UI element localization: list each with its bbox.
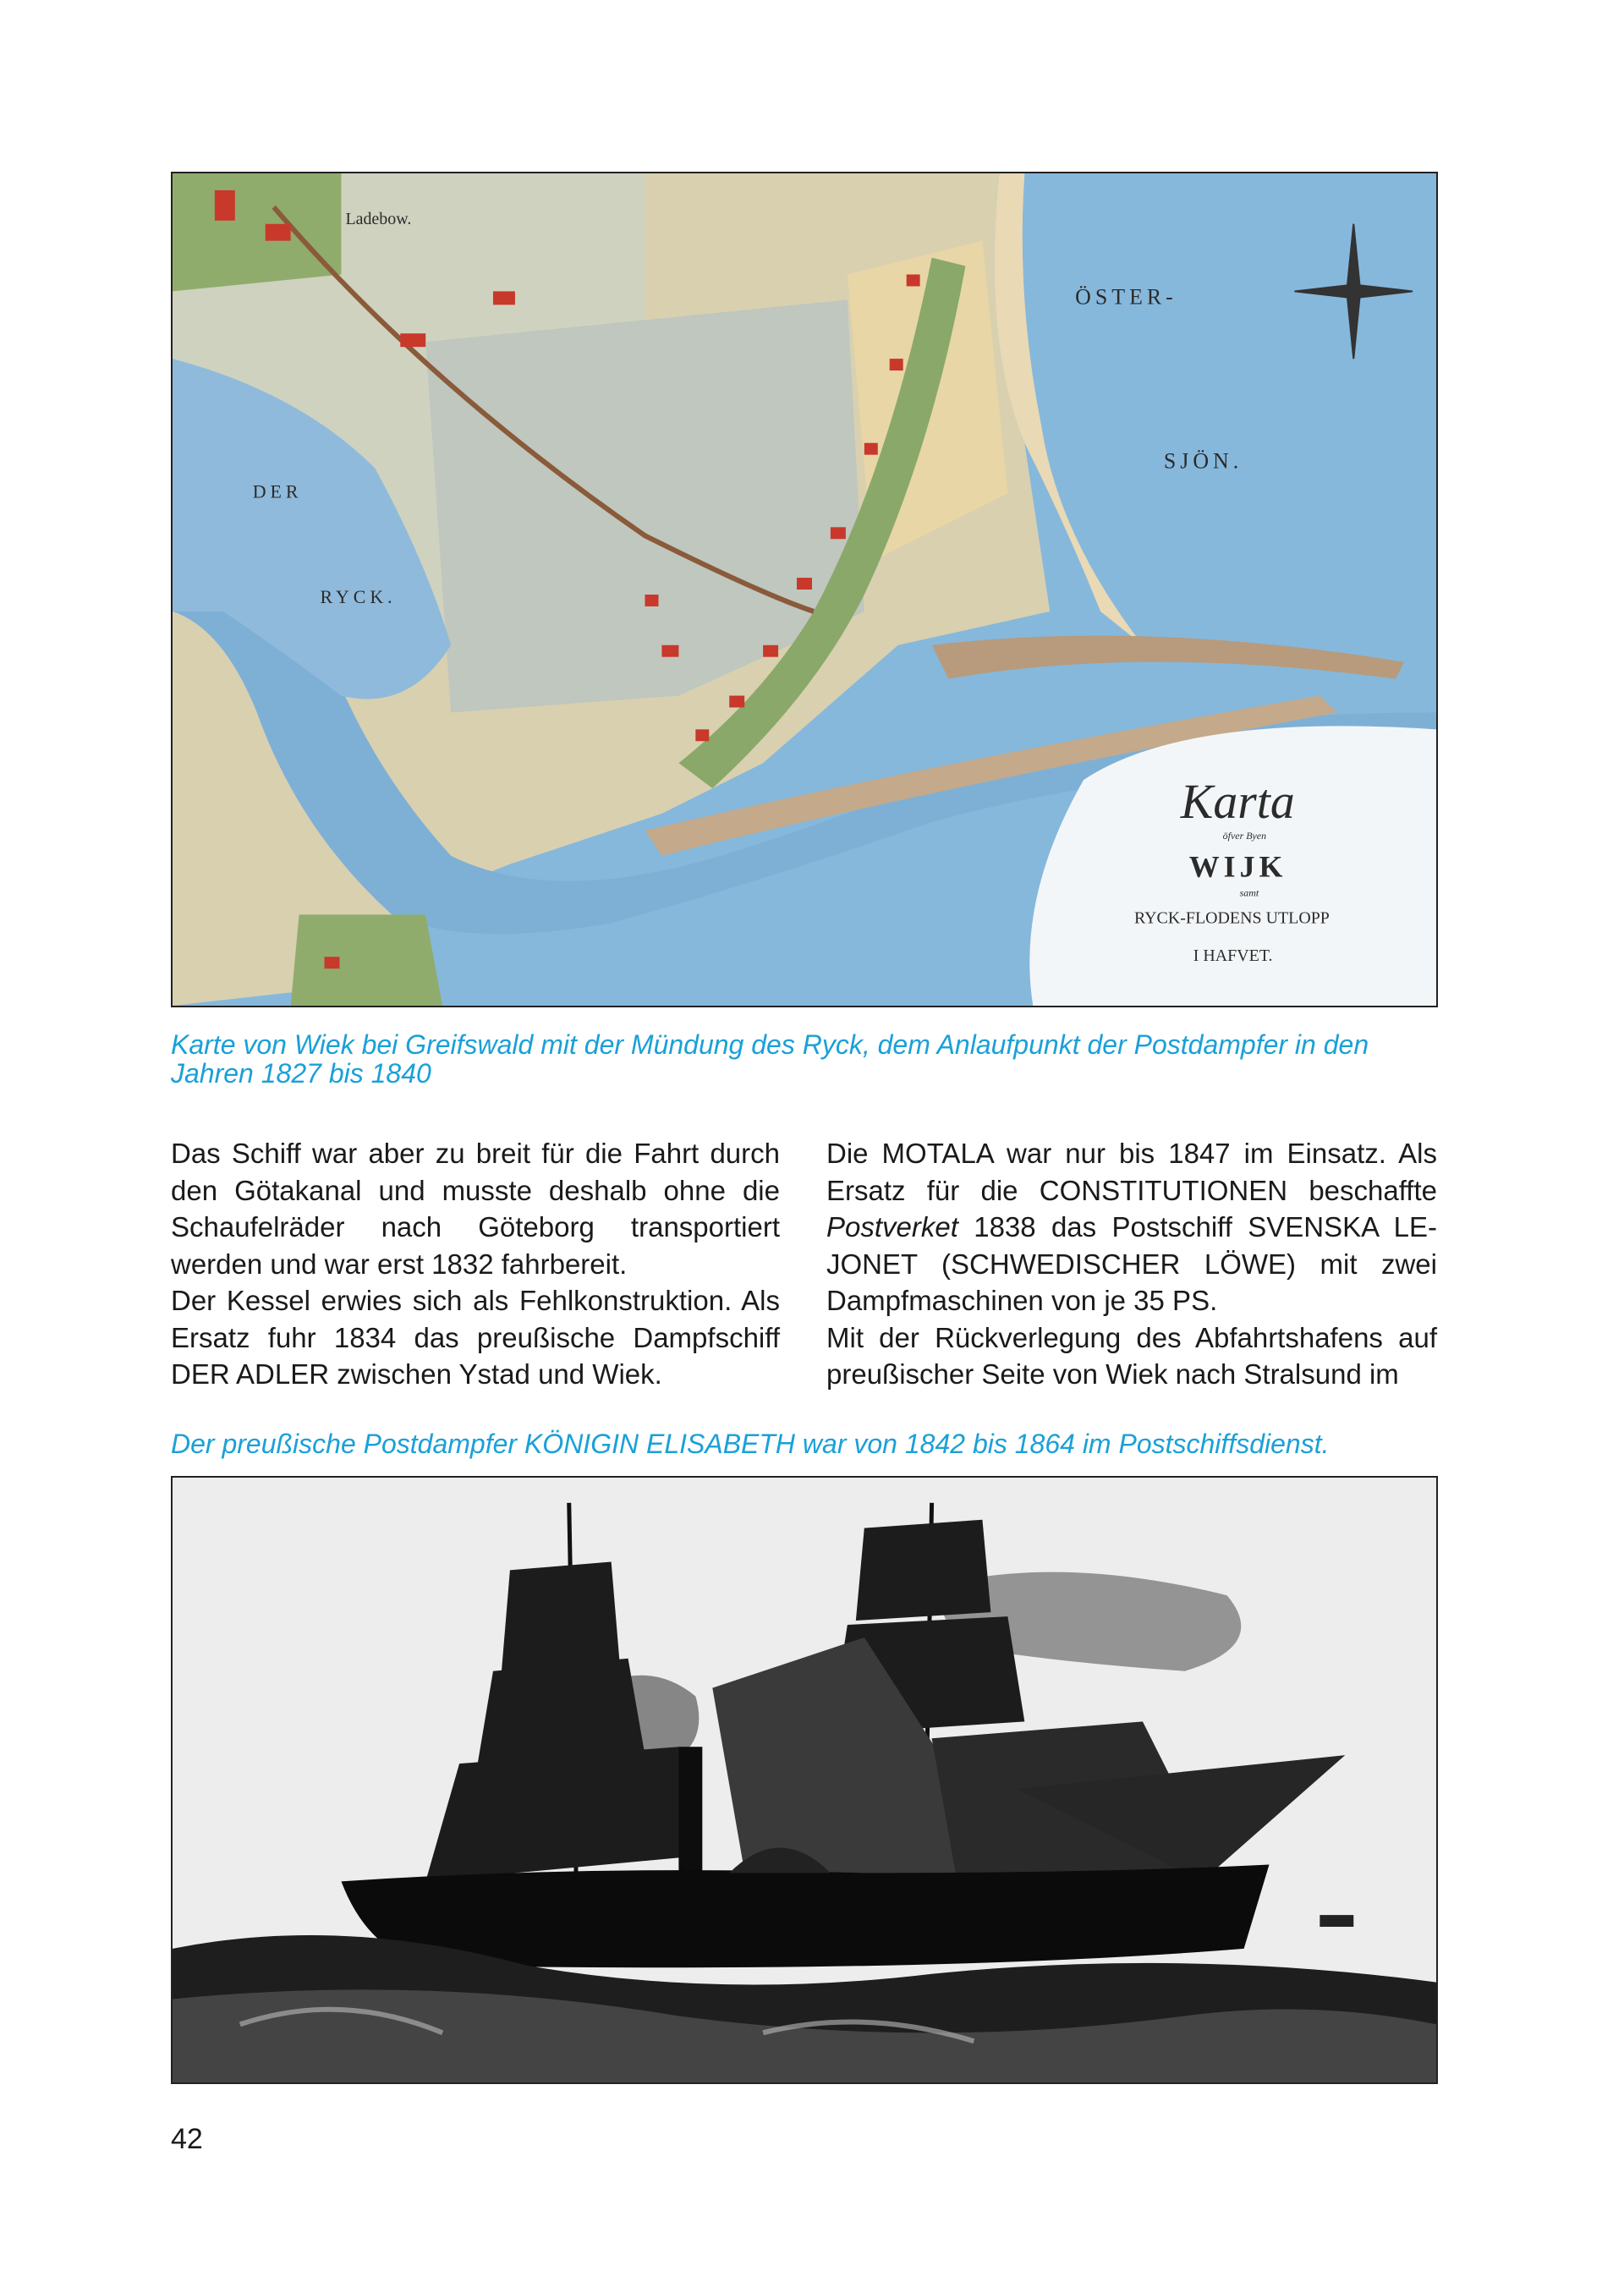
paragraph-text: Die MOTALA war nur bis 1847 im Einsatz. Als Ersatz für die CONSTITUTIONEN beschaffte [826, 1138, 1437, 1206]
map-title-line2: I HAFVET. [1193, 946, 1273, 966]
map-label-ryck: RYCK. [320, 585, 397, 607]
page-number: 42 [171, 2123, 203, 2155]
paragraph-text: 1838 das Postschiff SVENSKA LEJONET (SCHWEDISCHER LÖWE) mit zwei Dampfmaschinen von je 35 PS. [826, 1211, 1437, 1316]
map-title-small: öfver Byen [1222, 829, 1267, 842]
emphasis-postverket: Postverket [826, 1211, 958, 1242]
ship-caption: Der preußische Postdampfer KÖNIGIN ELISABETH war von 1842 bis 1864 im Postschiffsdienst. [171, 1429, 1330, 1459]
map-label-ladebow: Ladebow. [345, 209, 412, 228]
map-title-main: WIJK [1188, 849, 1287, 884]
paragraph: Der Kessel erwies sich als Fehlkonstruktion. Als Ersatz fuhr 1834 das preußische Dampfschiff DER ADLER zwischen Ystad und Wiek. [171, 1285, 780, 1390]
paragraph: Mit der Rückverlegung des Abfahrtshafens auf preußischer Seite von Wiek nach Stralsund im [826, 1321, 1437, 1390]
map-drawing [173, 173, 1436, 1006]
map-title-script: Karta [1180, 773, 1295, 829]
steamship-photo [171, 1476, 1438, 2084]
text-column-right [826, 1135, 1437, 1393]
paragraph: Das Schiff war aber zu breit für die Fahrt durch den Götakanal und musste deshalb ohne die Schaufelräder nach Göteborg transportiert werden und war erst 1832 fahrbereit. [171, 1138, 780, 1280]
ship-drawing [173, 1478, 1436, 2082]
text-column-left [171, 1135, 780, 1393]
map-title-samt: samt [1239, 886, 1259, 899]
map-label-oster: ÖSTER- [1075, 284, 1177, 310]
map-label-der: DER [252, 480, 303, 502]
historical-map-image [171, 172, 1438, 1007]
map-label-sjon: SJÖN. [1163, 448, 1243, 474]
map-caption: Karte von Wiek bei Greifswald mit der Mündung des Ryck, dem Anlaufpunkt der Postdampfer in den Jahren 1827 bis 1840 [171, 1029, 1369, 1089]
paragraph [826, 1135, 1437, 1319]
map-title-line1: RYCK-FLODENS UTLOPP [1133, 908, 1330, 928]
